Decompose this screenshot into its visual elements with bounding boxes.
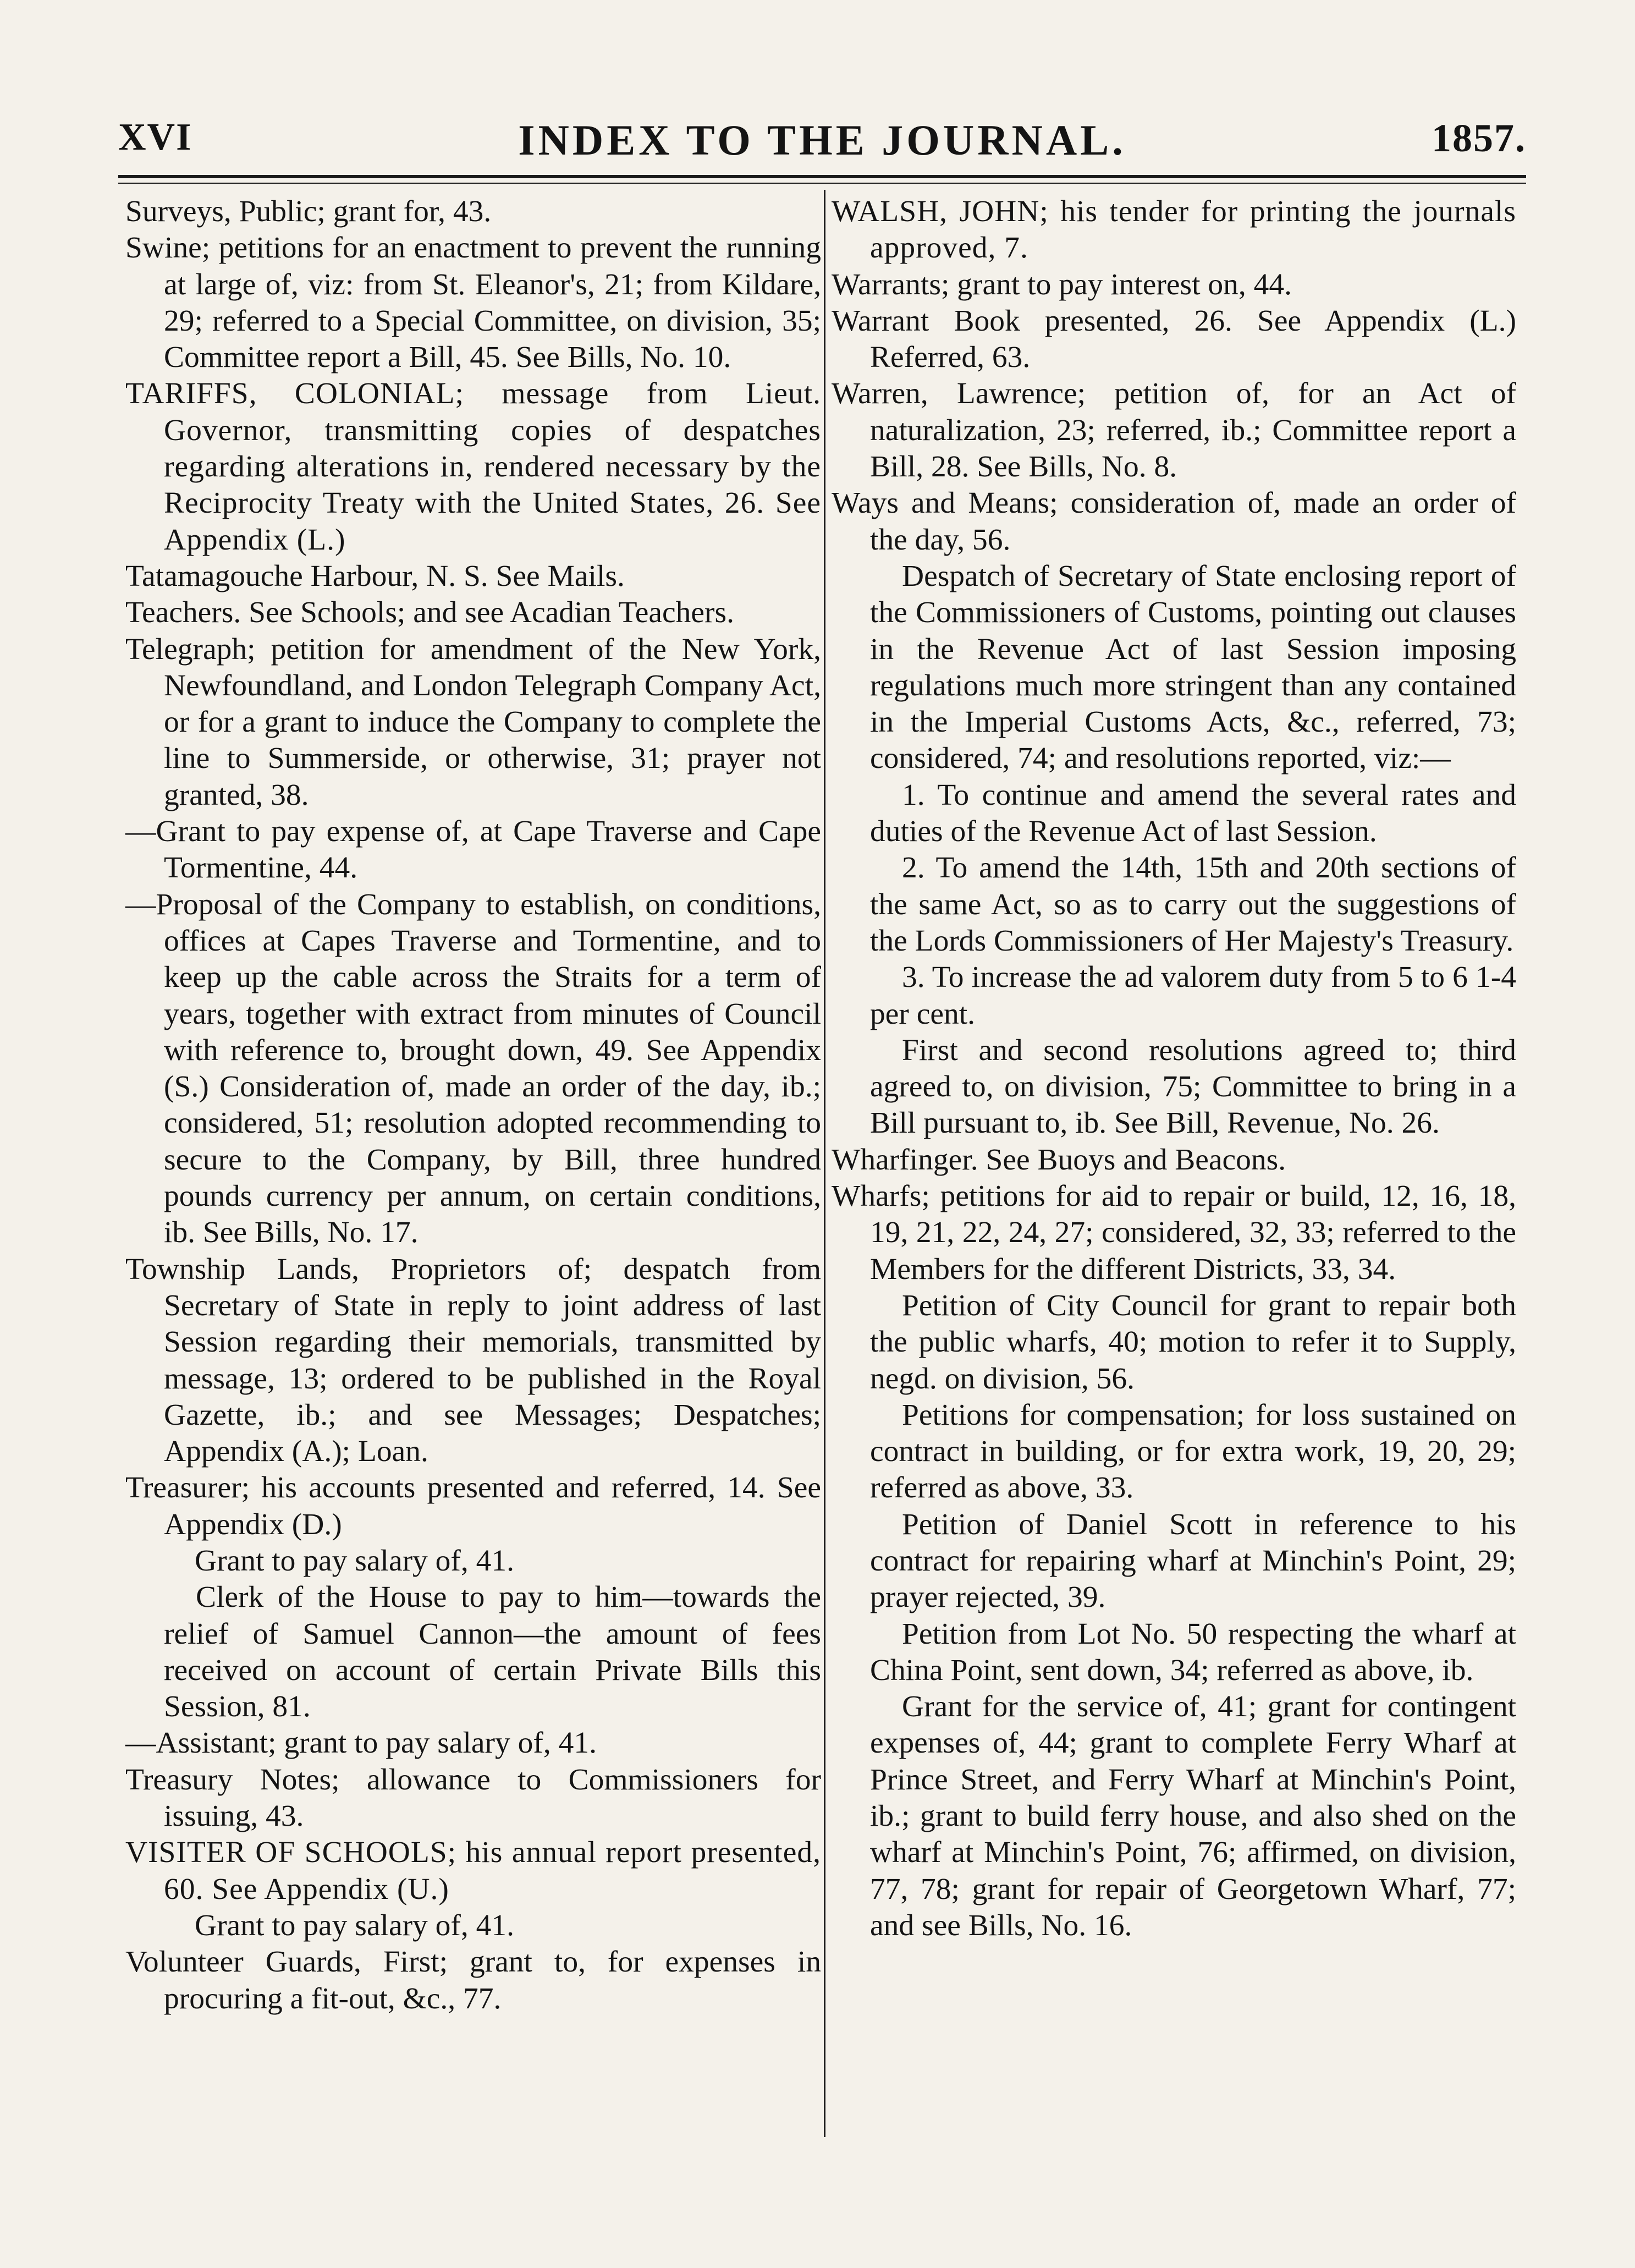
index-subentry-telegraph-grant: —Grant to pay expense of, at Cape Traverse and Cape Tormentine, 44. [125, 815, 821, 885]
index-entry-warrant-book: Warrant Book presented, 26. See Appendix (L.) Referred, 63. [832, 304, 1516, 375]
index-continuation-wharfs-lot-50: Petition from Lot No. 50 respecting the wharf at China Point, sent down, 34; referred as above, ib. [870, 1617, 1516, 1687]
index-resolution-1: 1. To continue and amend the several rates and duties of the Revenue Act of last Session. [870, 778, 1516, 849]
index-continuation-wharfs-grant: Grant for the service of, 41; grant for contingent expenses of, 44; grant to complete Ferry Wharf at Prince Street, and Ferry Wharf at Minchin's Point, ib.; grant to build ferry house, and also shed on the wharf at Minchin's Point, 76; affirmed, on division, 77, 78; grant for repair of Georgetown Wharf, 77; and see Bills, No. 16. [870, 1690, 1516, 1942]
index-entry-visiter-of-schools: VISITER OF SCHOOLS; his annual report presented, 60. See Appendix (U.) [125, 1836, 821, 1906]
index-entry-swine: Swine; petitions for an enactment to prevent the running at large of, viz: from St. Eleanor's, 21; from Kildare, 29; referred to a Special Committee, on division, 35; Committee report a Bill, 45. See Bills, No. 10. [125, 231, 821, 375]
index-continuation-wharfs-city-council: Petition of City Council for grant to repair both the public wharfs, 40; motion to refer it to Supply, negd. on division, 56. [870, 1288, 1516, 1396]
index-entry-wharfinger: Wharfinger. See Buoys and Beacons. [832, 1143, 1286, 1177]
header-rule-thick [118, 175, 1526, 178]
index-resolution-2: 2. To amend the 14th, 15th and 20th sections of the same Act, so as to carry out the suggestions of the Lords Commissioners of Her Majesty's Treasury. [870, 851, 1516, 958]
index-entry-telegraph: Telegraph; petition for amendment of the New York, Newfoundland, and London Telegraph Company Act, or for a grant to induce the Company to complete the line to Summerside, or otherwise, 31; prayer not granted, 38. [125, 632, 821, 812]
index-entry-warrants: Warrants; grant to pay interest on, 44. [832, 267, 1292, 301]
index-entry-tariffs: TARIFFS, COLONIAL; message from Lieut. Governor, transmitting copies of despatches regarding alterations in, rendered necessary by the Reciprocity Treaty with the United States, 26. See Appendix (L.) [125, 377, 821, 557]
index-entry-teachers: Teachers. See Schools; and see Acadian Teachers. [125, 596, 734, 630]
index-entry-wharfs: Wharfs; petitions for aid to repair or build, 12, 16, 18, 19, 21, 22, 24, 27; considered, 32, 33; referred to the Members for the different Districts, 33, 34. [832, 1179, 1516, 1286]
index-entry-township-lands: Township Lands, Proprietors of; despatch from Secretary of State in reply to joint address of last Session regarding their memorials, transmitted by message, 13; ordered to be published in the Royal Gazette, ib.; and see Messages; Despatches; Appendix (A.); Loan. [125, 1252, 821, 1469]
index-continuation-treasurer-clerk: Clerk of the House to pay to him—towards the relief of Samuel Cannon—the amount of fees received on account of certain Private Bills this Session, 81. [164, 1580, 821, 1724]
index-continuation-wharfs-compensation: Petitions for compensation; for loss sustained on contract in building, or for extra work, 19, 20, 29; referred as above, 33. [870, 1398, 1516, 1505]
index-entry-warren: Warren, Lawrence; petition of, for an Act of naturalization, 23; referred, ib.; Committee report a Bill, 28. See Bills, No. 8. [832, 377, 1516, 484]
index-continuation-resolutions-agreed: First and second resolutions agreed to; third agreed to, on division, 75; Committee to bring in a Bill pursuant to, ib. See Bill, Revenue, No. 26. [870, 1033, 1516, 1140]
index-continuation-treasurer-grant: Grant to pay salary of, 41. [195, 1544, 515, 1578]
index-entry-treasury-notes: Treasury Notes; allowance to Commissioners for issuing, 43. [125, 1762, 821, 1833]
index-subentry-assistant: —Assistant; grant to pay salary of, 41. [125, 1726, 597, 1760]
header-rule-thin [118, 183, 1526, 184]
index-entry-volunteer-guards: Volunteer Guards, First; grant to, for expenses in procuring a fit-out, &c., 77. [125, 1945, 821, 2016]
index-entry-tatamagouche: Tatamagouche Harbour, N. S. See Mails. [125, 559, 625, 593]
running-title: INDEX TO THE JOURNAL. [518, 116, 1126, 164]
index-entry-ways-and-means: Ways and Means; consideration of, made an order of the day, 56. [832, 486, 1516, 557]
column-divider [824, 190, 825, 2137]
index-subentry-telegraph-proposal: —Proposal of the Company to establish, on conditions, offices at Capes Traverse and Tormentine, and to keep up the cable across the Straits for a term of years, together with extract from minutes of Council with reference to, brought down, 49. See Appendix (S.) Consideration of, made an order of the day, ib.; considered, 51; resolution adopted recommending to secure to the Company, by Bill, three hundred pounds currency per annum, on certain conditions, ib. See Bills, No. 17. [125, 887, 821, 1250]
index-entry-walsh: WALSH, JOHN; his tender for printing the journals approved, 7. [832, 195, 1516, 265]
index-column-left [125, 194, 821, 2017]
index-continuation-despatch: Despatch of Secretary of State enclosing report of the Commissioners of Customs, pointing out clauses in the Revenue Act of last Session imposing regulations much more stringent than any contained in the Imperial Customs Acts, &c., referred, 73; considered, 74; and resolutions reported, viz:— [870, 559, 1516, 776]
page-header [118, 116, 1526, 182]
index-column-right [832, 194, 1516, 1944]
index-resolution-3: 3. To increase the ad valorem duty from 5 to 6 1-4 per cent. [870, 960, 1516, 1031]
page-number: XVI [118, 116, 192, 158]
index-entry-surveys: Surveys, Public; grant for, 43. [125, 195, 492, 228]
index-continuation-visiter-grant: Grant to pay salary of, 41. [195, 1908, 515, 1942]
index-entry-treasurer: Treasurer; his accounts presented and referred, 14. See Appendix (D.) [125, 1471, 821, 1541]
header-year: 1857. [1432, 116, 1526, 160]
index-continuation-wharfs-scott: Petition of Daniel Scott in reference to his contract for repairing wharf at Minchin's Point, 29; prayer rejected, 39. [870, 1507, 1516, 1614]
